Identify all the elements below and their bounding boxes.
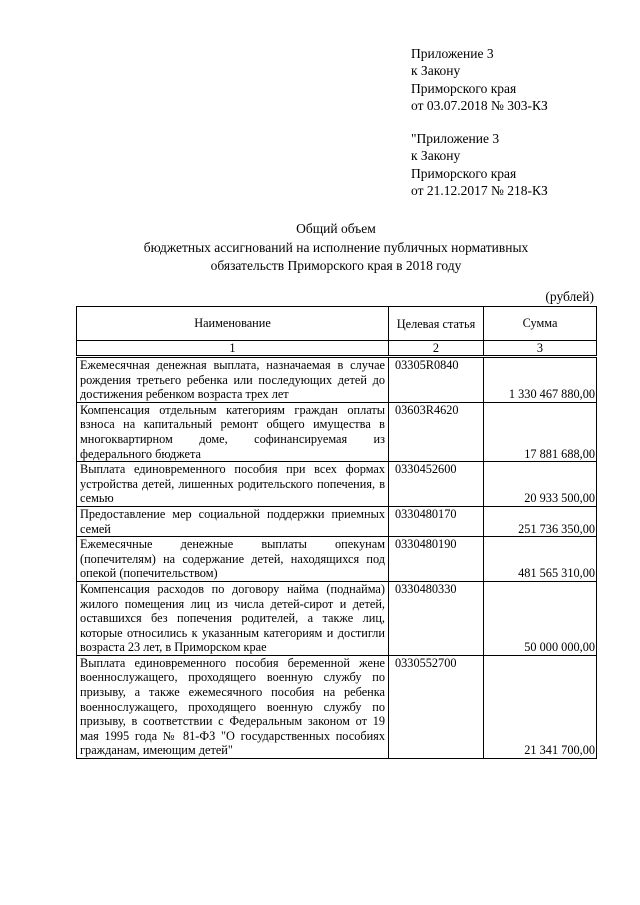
appendix-line: Приморского края — [411, 165, 517, 181]
table-row — [77, 655, 597, 758]
row-code: 0330452600 — [389, 462, 484, 507]
table-row — [77, 402, 597, 461]
title-line: Общий объем — [296, 221, 376, 236]
row-code: 0330552700 — [389, 655, 484, 758]
appendix-line: Приложение 3 — [411, 46, 494, 61]
row-sum: 21 341 700,00 — [484, 655, 597, 758]
appendix-line: к Закону — [411, 148, 461, 164]
obligations-table — [76, 306, 597, 759]
row-name: Выплата единовременного пособия при всех формах устройства детей, лишенных родительского попечения, в семью — [77, 462, 389, 507]
table-row — [77, 581, 597, 655]
header-code: Целевая статья — [389, 307, 484, 341]
row-sum: 20 933 500,00 — [484, 462, 597, 507]
column-number: 1 — [77, 341, 389, 357]
table-row — [77, 357, 597, 403]
column-number: 2 — [389, 341, 484, 357]
row-name: Ежемесячная денежная выплата, назначаемая в случае рождения третьего ребенка или последующих детей до достижения ребенком возраста трех лет — [77, 357, 389, 403]
header-name: Наименование — [77, 307, 389, 341]
row-code: 0330480330 — [389, 581, 484, 655]
appendix-line: от 03.07.2018 № 303-КЗ — [411, 97, 548, 113]
column-number-row — [77, 341, 597, 357]
row-name: Компенсация отдельным категориям граждан оплаты взноса на капитальный ремонт общего имущества в многоквартирном доме, софинансируемая из федерального бюджета — [77, 402, 389, 461]
row-name: Ежемесячные денежные выплаты опекунам (попечителям) на содержание детей, находящихся под опекой (попечительством) — [77, 537, 389, 582]
row-code: 0330480190 — [389, 537, 484, 582]
row-name: Предоставление мер социальной поддержки приемных семей — [77, 506, 389, 536]
appendix-previous-reference — [411, 130, 631, 199]
column-number: 3 — [484, 341, 597, 357]
unit-label: (рублей) — [545, 289, 594, 304]
appendix-line: Приморского края — [411, 80, 517, 96]
header-sum: Сумма — [484, 307, 597, 341]
table-row — [77, 506, 597, 536]
document-title — [0, 220, 640, 276]
title-line: обязательств Приморского края в 2018 году — [210, 258, 462, 274]
row-sum: 481 565 310,00 — [484, 537, 597, 582]
table-row — [77, 537, 597, 582]
row-sum: 50 000 000,00 — [484, 581, 597, 655]
row-sum: 17 881 688,00 — [484, 402, 597, 461]
table-row — [77, 462, 597, 507]
appendix-line: от 21.12.2017 № 218-КЗ — [411, 182, 548, 198]
row-name: Выплата единовременного пособия беременной жене военнослужащего, проходящего военную службу по призыву, а также ежемесячного пособия на ребенка военнослужащего, проходящего военную службу по призыву, в соответствии с Федеральным законом от 19 мая 1995 года № 81-ФЗ "О государственных пособиях гражданам, имеющим детей" — [77, 655, 389, 758]
title-line: бюджетных ассигнований на исполнение публичных нормативных — [143, 239, 529, 255]
row-name: Компенсация расходов по договору найма (поднайма) жилого помещения лиц из числа детей-сирот и детей, оставшихся без попечения родителей, а также лиц, которые относились к указанным категориям и достигли возраста 23 лет, в Приморском крае — [77, 581, 389, 655]
row-code: 03603R4620 — [389, 402, 484, 461]
appendix-current-reference — [411, 45, 631, 114]
row-sum: 251 736 350,00 — [484, 506, 597, 536]
row-code: 03305R0840 — [389, 357, 484, 403]
row-sum: 1 330 467 880,00 — [484, 357, 597, 403]
appendix-line: "Приложение 3 — [411, 131, 500, 146]
appendix-line: к Закону — [411, 63, 461, 79]
row-code: 0330480170 — [389, 506, 484, 536]
table-header-row — [77, 307, 597, 341]
